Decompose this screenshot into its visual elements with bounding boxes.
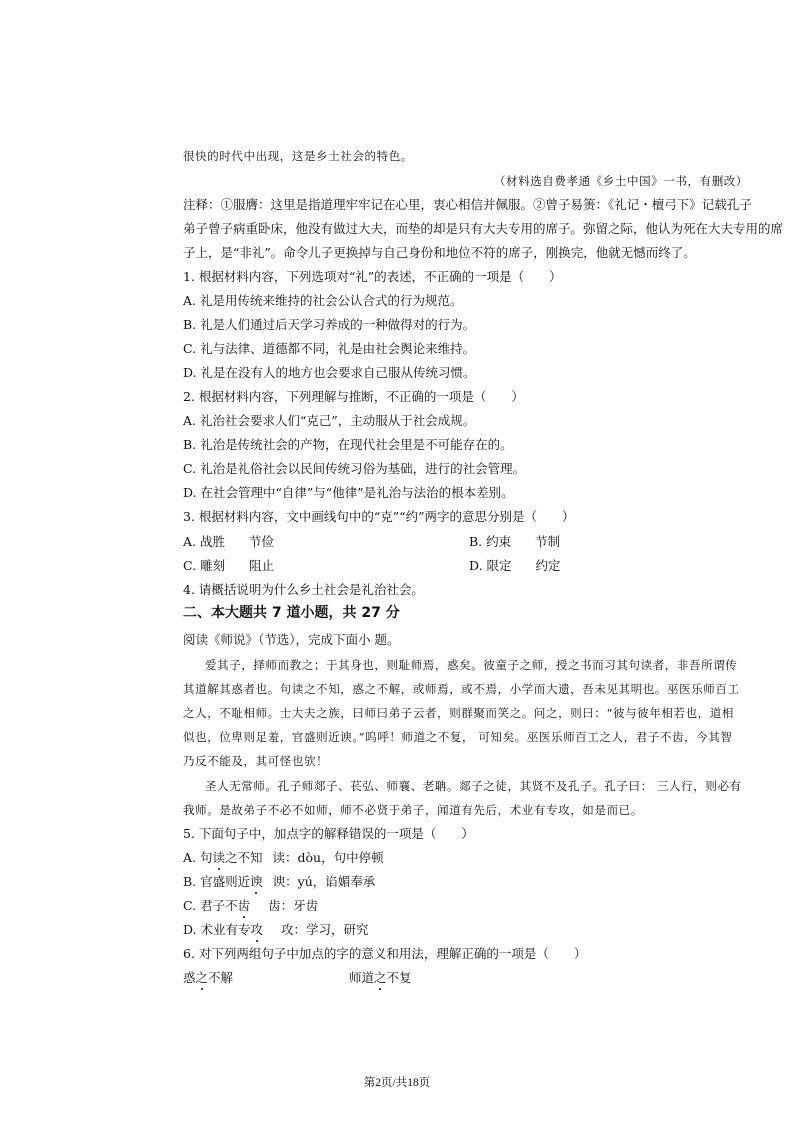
question-5-stem: 5. 下面句子中，加点字的解释错误的一项是（ ） (183, 826, 474, 841)
option-text: 节制 (535, 534, 561, 549)
question-6-pair-right (349, 970, 412, 986)
sentence-text: 惑 (183, 970, 196, 985)
question-2-option-a: A. 礼治社会要求人们“克己”，主动服从于社会成规。 (183, 413, 476, 428)
dotted-char: 谀 (250, 874, 263, 889)
question-2-option-d: D. 在社会管理中“自律”与“他律”是礼治与法治的根本差别。 (183, 485, 514, 500)
option-text: 之不知 (225, 850, 263, 865)
passage-line: 爱其子，择师而教之；于其身也，则耻师焉，惑矣。彼童子之师，授之书而习其句读者，非吾所谓传 (205, 658, 738, 672)
question-3-option-c (183, 558, 274, 574)
question-1-option-b: B. 礼是人们通过后天学习养成的一种做得对的行为。 (183, 317, 476, 332)
note-line: 弟子曾子病重卧床，他没有做过大夫，而垫的却是只有大夫专用的席子。弥留之际，他认为死在大夫专用的席 (183, 221, 784, 236)
question-5-option-d (183, 922, 369, 938)
question-6-pair-left (183, 970, 233, 986)
question-5-option-b (183, 874, 375, 890)
question-1-option-d: D. 礼是在没有人的地方也会要求自己服从传统习惯。 (183, 365, 476, 380)
sentence-text: 不解 (208, 970, 234, 985)
question-3-stem: 3. 根据材料内容，文中画线句中的“克”“约”两字的意思分别是（ ） (183, 509, 575, 524)
source-note: （材料选自费孝通《乡土中国》一书，有删改） (493, 174, 748, 188)
sentence-text: 师道 (349, 970, 375, 985)
section-heading: 二、本大题共 7 道小题，共 27 分 (183, 605, 400, 621)
dotted-char: 攻 (250, 922, 264, 937)
question-1-stem: 1. 根据材料内容，下列选项对“礼”的表述，不正确的一项是（ ） (183, 269, 562, 284)
passage-line: 其道解其惑者也。句读之不知，惑之不解，或师焉，或不焉，小学而大遗，吾未见其明也。巫医乐师百工 (183, 682, 740, 696)
dotted-char: 之 (374, 970, 387, 985)
passage-line: 乃反不能及，其可怪也欤！ (183, 754, 329, 768)
option-gloss: 读：dòu，句中停顿 (272, 850, 384, 865)
passage-line: 之人，不耻相师。士大夫之族，曰师曰弟子云者，则群聚而笑之。问之，则曰：“彼与彼年相若也，道相 (183, 706, 734, 720)
passage-line: 我师。是故弟子不必不如师，师不必贤于弟子，闻道有先后，术业有专攻，如是而已。 (183, 803, 643, 817)
question-6-stem: 6. 对下列两组句子中加点的字的意义和用法，理解正确的一项是（ ） (183, 946, 587, 961)
option-text: C. 君子不 (183, 898, 238, 913)
dotted-char: 齿 (237, 898, 251, 913)
option-text: 节俭 (248, 534, 274, 549)
option-letter: A. 战胜 (183, 534, 225, 549)
question-3-option-d (469, 558, 561, 574)
option-gloss: 齿：牙齿 (268, 898, 319, 913)
dotted-char: 读 (212, 850, 225, 865)
passage-line: 似也，位卑则足羞，官盛则近谀。”呜呼！师道之不复， 可知矣。巫医乐师百工之人，君子不齿，今其智 (183, 730, 733, 744)
option-gloss: 攻：学习，研究 (281, 922, 369, 937)
option-text: A. 句 (183, 850, 213, 865)
option-gloss: 谀：yú，谄媚奉承 (272, 874, 376, 889)
question-3-option-a (183, 534, 274, 550)
question-5-option-c (183, 898, 318, 914)
option-text: 约定 (535, 558, 561, 573)
passage-continuation: 很快的时代中出现，这是乡土社会的特色。 (183, 149, 413, 163)
question-1-option-a: A. 礼是用传统来维持的社会公认合式的行为规范。 (183, 293, 463, 308)
option-text: D. 术业有专 (183, 922, 251, 937)
option-letter: D. 限定 (469, 558, 512, 573)
question-2-option-b: B. 礼治是传统社会的产物，在现代社会里是不可能存在的。 (183, 437, 513, 452)
sentence-text: 不复 (386, 970, 412, 985)
option-text: B. 官盛则近 (183, 874, 251, 889)
question-1-option-c: C. 礼与法律、道德都不同，礼是由社会舆论来维持。 (183, 341, 476, 356)
option-letter: B. 约束 (469, 534, 512, 549)
question-5-option-a (183, 850, 384, 866)
section-intro: 阅读《师说》（节选），完成下面小 题。 (183, 632, 400, 647)
passage-line: 圣人无常师。孔子师郯子、苌弘、师襄、老聃。郯子之徒，其贤不及孔子。孔子曰： 三人行，则必有 (205, 779, 742, 793)
question-2-option-c: C. 礼治是礼俗社会以民间传统习俗为基础，进行的社会管理。 (183, 461, 526, 476)
note-line: 子上，是“非礼”。命令儿子更换掉与自己身份和地位不符的席子，刚换完，他就无憾而终了。 (183, 245, 696, 260)
option-text: 阻止 (249, 558, 275, 573)
question-2-stem: 2. 根据材料内容，下列理解与推断，不正确的一项是（ ） (183, 389, 524, 404)
question-3-option-b (469, 534, 560, 550)
question-4-stem: 4. 请概括说明为什么乡土社会是礼治社会。 (183, 582, 424, 597)
dotted-char: 之 (195, 970, 209, 985)
page-number: 第2页/共18页 (363, 1077, 431, 1089)
note-line: 注释：①服膺：这里是指道理牢牢记在心里，衷心相信并佩服。②曾子易箦：《礼记・檀弓下》记载孔子 (183, 197, 752, 212)
option-letter: C. 雕刻 (183, 558, 226, 573)
